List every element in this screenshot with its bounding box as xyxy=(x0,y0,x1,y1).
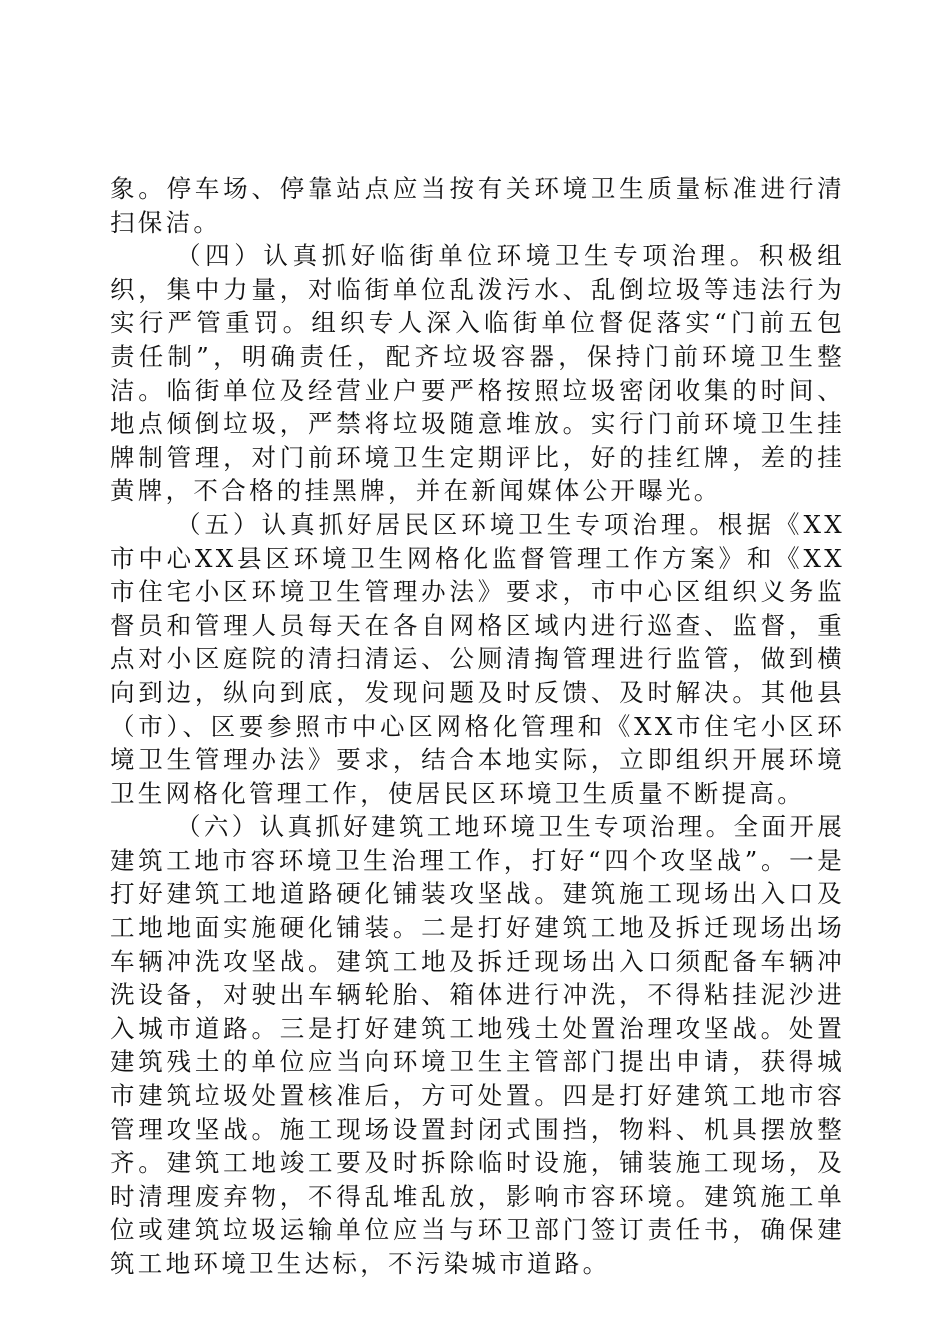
paragraph-section-6: （六）认真抓好建筑工地环境卫生专项治理。全面开展建筑工地市容环境卫生治理工作，打好“四个攻坚战”。一是打好建筑工地道路硬化铺装攻坚战。建筑施工现场出入口及工地地面实施硬化铺装。二是打好建筑工地及拆迁现场出场车辆冲洗攻坚战。建筑工地及拆迁现场出入口须配备车辆冲洗设备，对驶出车辆轮胎、箱体进行冲洗，不得粘挂泥沙进入城市道路。三是打好建筑工地残土处置治理攻坚战。处置建筑残土的单位应当向环境卫生主管部门提出申请，获得城市建筑垃圾处置核准后，方可处置。四是打好建筑工地市容管理攻坚战。施工现场设置封闭式围挡，物料、机具摆放整齐。建筑工地竣工要及时拆除临时设施，铺装施工现场，及时清理废弃物，不得乱堆乱放，影响市容环境。建筑施工单位或建筑垃圾运输单位应当与环卫部门签订责任书，确保建筑工地环境卫生达标，不污染城市道路。 xyxy=(110,812,845,1278)
paragraph-section-4: （四）认真抓好临街单位环境卫生专项治理。积极组织，集中力量，对临街单位乱泼污水、乱倒垃圾等违法行为实行严管重罚。组织专人深入临街单位督促落实“门前五包责任制”，明确责任，配齐垃圾容器，保持门前环境卫生整洁。临街单位及经营业户要严格按照垃圾密闭收集的时间、地点倾倒垃圾，严禁将垃圾随意堆放。实行门前环境卫生挂牌制管理，对门前环境卫生定期评比，好的挂红牌，差的挂黄牌，不合格的挂黑牌，并在新闻媒体公开曝光。 xyxy=(110,241,845,506)
document-page xyxy=(110,172,845,1281)
paragraph-section-5: （五）认真抓好居民区环境卫生专项治理。根据《XX市中心XX县区环境卫生网格化监督管理工作方案》和《XX市住宅小区环境卫生管理办法》要求，市中心区组织义务监督员和管理人员每天在各自网格区域内进行巡查、监督，重点对小区庭院的清扫清运、公厕清掏管理进行监管，做到横向到边，纵向到底，发现问题及时反馈、及时解决。其他县（市）、区要参照市中心区网格化管理和《XX市住宅小区环境卫生管理办法》要求，结合本地实际，立即组织开展环境卫生网格化管理工作，使居民区环境卫生质量不断提高。 xyxy=(110,509,845,808)
paragraph-continuation: 象。停车场、停靠站点应当按有关环境卫生质量标准进行清扫保洁。 xyxy=(110,174,845,237)
